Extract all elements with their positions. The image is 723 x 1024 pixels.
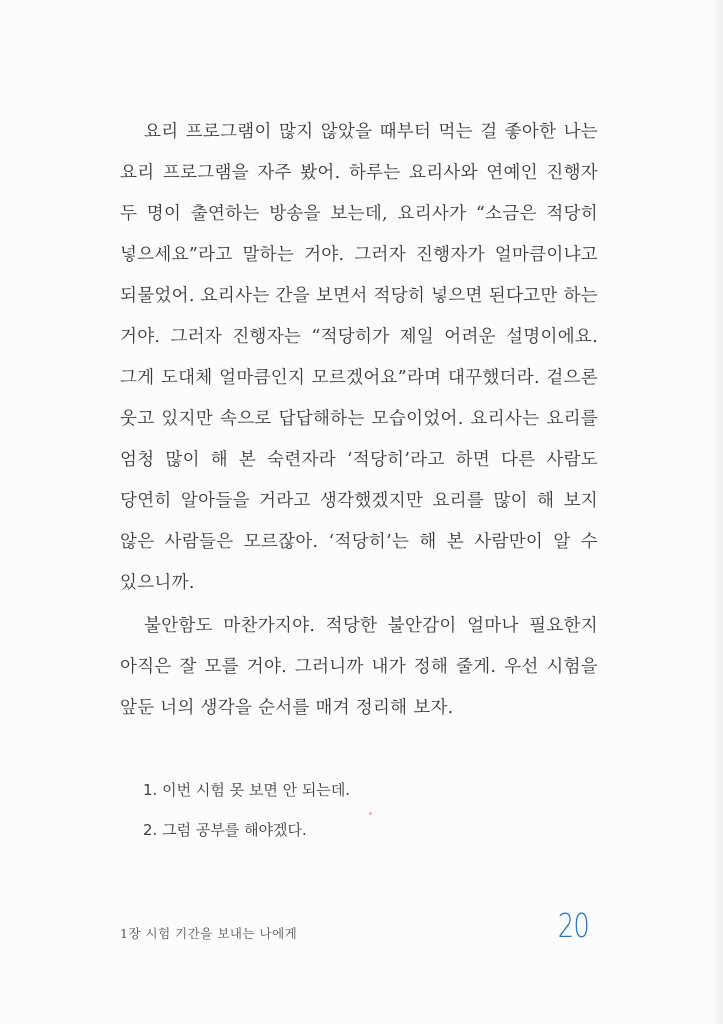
paragraph-2: 불안함도 마찬가지야. 적당한 불안감이 얼마나 필요한지 아직은 잘 모를 거야. 그러니까 내가 정해 줄게. 우선 시험을 앞둔 너의 생각을 순서를 매겨 정리해 보자. <box>120 616 598 718</box>
paragraph-1: 요리 프로그램이 많지 않았을 때부터 먹는 걸 좋아한 나는 요리 프로그램을 자주 봤어. 하루는 요리사와 연예인 진행자 두 명이 출연하는 방송을 보는데, 요리사가 “소금은 적당히 넣으세요”라고 말하는 거야. 그러자 진행자가 얼마큼이냐고 되물었어. 요리사는 간을 보면서 적당히 넣으면 된다고만 하는 거야. 그러자 진행자는 “적당히가 제일 어려운 설명이에요. 그게 도대체 얼마큼인지 모르겠어요”라며 대꾸했더라. 겉으론 웃고 있지만 속으로 답답해하는 모습이었어. 요리사는 요리를 엄청 많이 해 본 숙련자라 ‘적당히’라고 하면 다른 사람도 당연히 알아들을 거라고 생각했겠지만 요리를 많이 해 보지 않은 사람들은 모르잖아. ‘적당히’는 해 본 사람만이 알 수 있으니까. <box>120 122 598 593</box>
numbered-list <box>143 770 583 850</box>
page-edge-shadow <box>713 0 723 1024</box>
list-item: 2. 그럼 공부를 해야겠다. <box>143 821 307 839</box>
paper-speck <box>369 812 372 815</box>
page-number: 20 <box>557 906 589 945</box>
list-item: 1. 이번 시험 못 보면 안 되는데. <box>143 781 351 799</box>
running-footer-chapter-title: 1장 시험 기간을 보내는 나에게 <box>120 926 298 941</box>
body-text <box>120 112 598 729</box>
